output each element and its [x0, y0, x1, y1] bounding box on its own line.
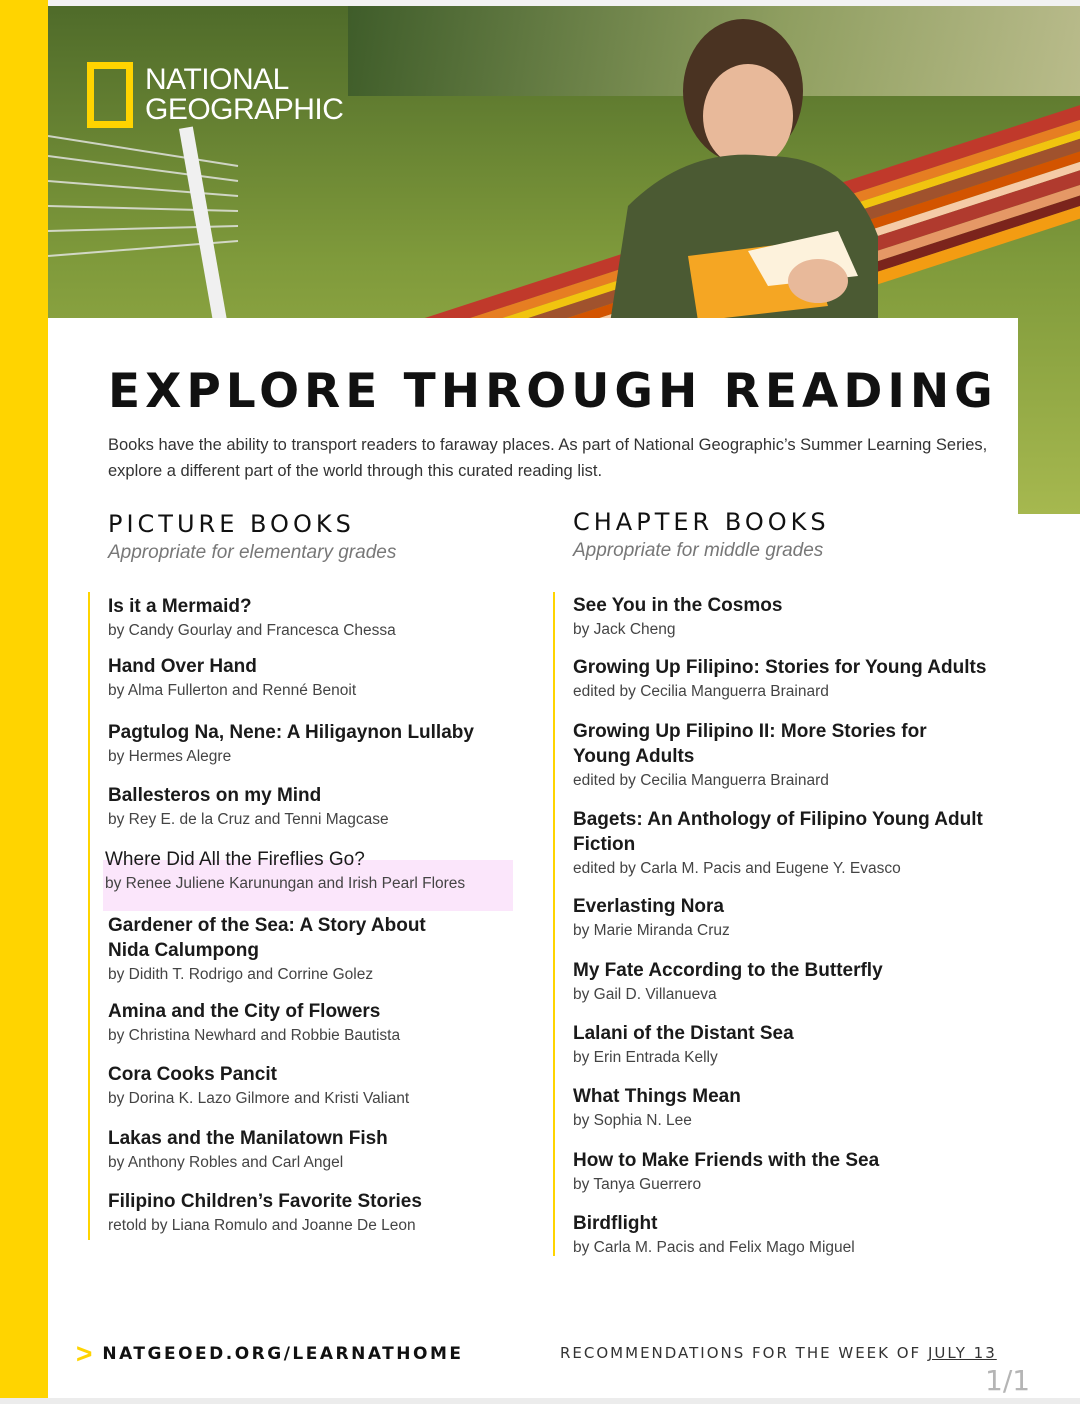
book-title: Where Did All the Fireflies Go?: [105, 849, 365, 870]
book-author: by Hermes Alegre: [108, 748, 232, 765]
list-item: [573, 593, 1043, 641]
book-title: Amina and the City of Flowers: [108, 1001, 381, 1022]
yellow-accent-bar: [0, 0, 48, 1404]
page-indicator: 1/1: [985, 1364, 1031, 1397]
book-title: Gardener of the Sea: A Story About Nida Calumpong: [108, 915, 426, 961]
list-item: [108, 720, 578, 768]
book-title: Cora Cooks Pancit: [108, 1064, 277, 1085]
footer-link[interactable]: [76, 1340, 464, 1368]
list-item: [108, 913, 468, 986]
list-item: [573, 655, 1013, 703]
recommendation-prefix: RECOMMENDATIONS FOR THE WEEK OF: [560, 1344, 928, 1362]
logo-wordmark: [145, 65, 343, 125]
book-author: by Tanya Guerrero: [573, 1176, 702, 1193]
book-title: Ballesteros on my Mind: [108, 785, 322, 806]
picture-books-heading: PICTURE BOOKS: [108, 510, 355, 538]
book-title: Bagets: An Anthology of Filipino Young Adult Fiction: [573, 809, 983, 855]
recommendation-note: [560, 1344, 997, 1362]
list-item: [573, 1211, 1043, 1259]
list-item: [108, 594, 578, 642]
book-author: by Gail D. Villanueva: [573, 986, 717, 1003]
list-item: [573, 1148, 1043, 1196]
list-rule: [88, 592, 90, 1240]
book-author: by Erin Entrada Kelly: [573, 1049, 718, 1066]
book-title: Everlasting Nora: [573, 896, 724, 917]
chapter-books-heading: CHAPTER BOOKS: [573, 508, 830, 536]
list-item: [573, 894, 1043, 942]
book-author: by Candy Gourlay and Francesca Chessa: [108, 622, 396, 639]
book-title: Birdflight: [573, 1213, 658, 1234]
book-title: How to Make Friends with the Sea: [573, 1150, 880, 1171]
chapter-books-subheading: Appropriate for middle grades: [573, 540, 824, 561]
book-author: by Rey E. de la Cruz and Tenni Magcase: [108, 811, 389, 828]
page-title: EXPLORE THROUGH READING: [108, 364, 998, 419]
chapter-books-list: [553, 592, 1023, 1258]
book-author: by Carla M. Pacis and Felix Mago Miguel: [573, 1239, 855, 1256]
list-item: [573, 807, 1013, 880]
intro-paragraph: Books have the ability to transport readers to faraway places. As part of National Geographic’s Summer Learning Series, explore a different part of the world through this curated reading list.: [108, 436, 988, 480]
book-author: by Renee Juliene Karunungan and Irish Pearl Flores: [105, 875, 466, 892]
list-item: [573, 958, 1043, 1006]
book-author: by Marie Miranda Cruz: [573, 922, 730, 939]
book-title: Filipino Children’s Favorite Stories: [108, 1191, 422, 1212]
book-title: My Fate According to the Butterfly: [573, 960, 883, 981]
book-title: What Things Mean: [573, 1086, 741, 1107]
book-title: Lakas and the Manilatown Fish: [108, 1128, 388, 1149]
book-title: Growing Up Filipino II: More Stories for Young Adults: [573, 721, 927, 767]
book-title: Hand Over Hand: [108, 656, 257, 677]
list-rule: [553, 592, 555, 1256]
list-item: [108, 654, 578, 702]
book-author: by Anthony Robles and Carl Angel: [108, 1154, 344, 1171]
book-title: See You in the Cosmos: [573, 595, 783, 616]
list-item: [108, 1062, 578, 1110]
national-geographic-logo: [87, 62, 343, 128]
bottom-strip: [0, 1398, 1080, 1404]
list-item: [108, 1126, 578, 1174]
book-title: Pagtulog Na, Nene: A Hiligaynon Lullaby: [108, 722, 474, 743]
book-title: Is it a Mermaid?: [108, 596, 252, 617]
picture-books-header: [108, 510, 396, 564]
list-item: [108, 1189, 578, 1237]
book-author: edited by Cecilia Manguerra Brainard: [573, 683, 829, 700]
list-item: [573, 1021, 1043, 1069]
logo-line-1: NATIONAL: [145, 63, 289, 96]
book-author: by Jack Cheng: [573, 621, 676, 638]
book-title: Growing Up Filipino: Stories for Young Adults: [573, 657, 987, 678]
picture-books-subheading: Appropriate for elementary grades: [108, 542, 397, 563]
content-card: [48, 318, 1018, 528]
chevron-right-icon: >: [76, 1338, 93, 1369]
list-item: [105, 847, 575, 895]
book-author: by Alma Fullerton and Renné Benoit: [108, 682, 357, 699]
picture-books-list: [88, 592, 558, 1242]
list-item: [573, 719, 953, 792]
recommendation-date: JULY 13: [927, 1344, 997, 1362]
book-author: edited by Cecilia Manguerra Brainard: [573, 772, 829, 789]
book-author: edited by Carla M. Pacis and Eugene Y. Evasco: [573, 860, 901, 877]
logo-rectangle-icon: [87, 62, 133, 128]
book-author: by Didith T. Rodrigo and Corrine Golez: [108, 966, 374, 983]
footer-url[interactable]: NATGEOED.ORG/LEARNATHOME: [102, 1344, 464, 1364]
book-title: Lalani of the Distant Sea: [573, 1023, 794, 1044]
logo-line-2: GEOGRAPHIC: [145, 93, 344, 126]
list-item: [108, 783, 578, 831]
list-item: [573, 1084, 1043, 1132]
list-item: [108, 999, 578, 1047]
book-author: retold by Liana Romulo and Joanne De Leon: [108, 1217, 416, 1234]
book-author: by Dorina K. Lazo Gilmore and Kristi Valiant: [108, 1090, 410, 1107]
book-author: by Sophia N. Lee: [573, 1112, 692, 1129]
book-author: by Christina Newhard and Robbie Bautista: [108, 1027, 401, 1044]
chapter-books-header: [573, 508, 830, 562]
